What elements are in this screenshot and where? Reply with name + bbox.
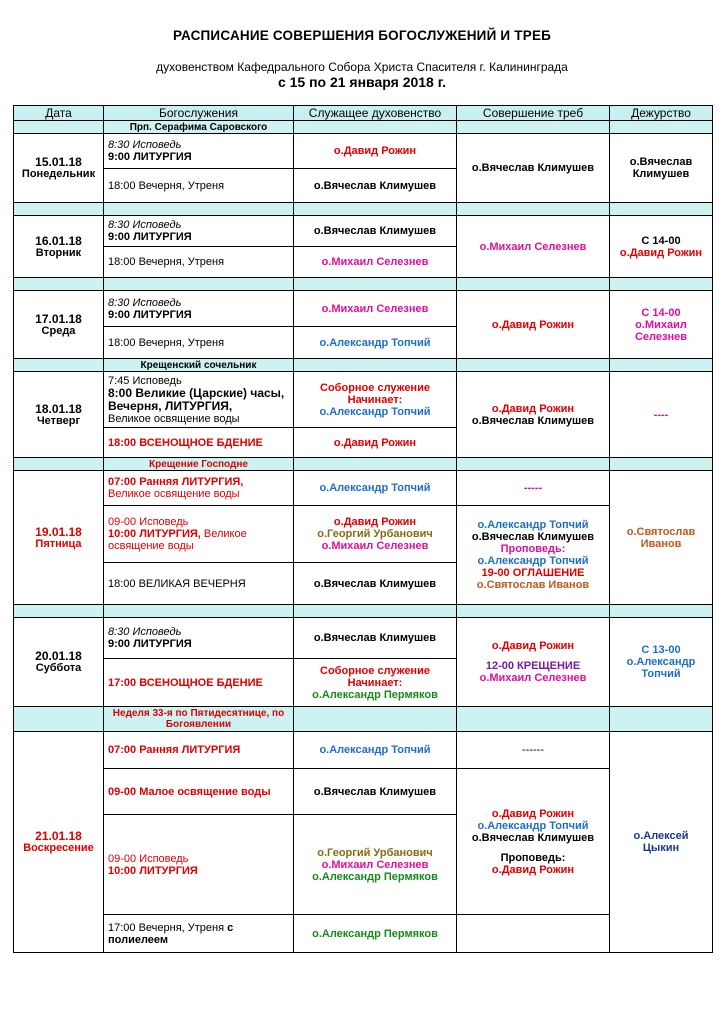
treb-line: о.Александр Топчий <box>477 819 589 832</box>
day-cell <box>14 618 104 707</box>
clergy-cell <box>294 815 457 915</box>
service-cell: 17:00 Вечерня, Утреня с полиелеем <box>104 915 294 953</box>
table-row <box>14 732 713 769</box>
duty-name: о.Александр Топчий <box>626 656 696 680</box>
duty-name: о.Давид Рожин <box>619 246 703 259</box>
clergy-line: о.Георгий Урбанович <box>317 528 433 540</box>
clergy-line: Начинает: <box>347 393 403 406</box>
duty-name: о.Михаил Селезнев <box>634 318 687 343</box>
day-weekday: Вторник <box>35 246 82 259</box>
treb-line: о.Вячеслав Климушев <box>471 831 595 844</box>
service-cell: 18:00 ВЕЛИКАЯ ВЕЧЕРНЯ <box>104 563 294 605</box>
clergy-cell: о.Вячеслав Климушев <box>294 563 457 605</box>
band-row <box>14 707 713 732</box>
duty-time: С 14-00 <box>641 234 681 247</box>
service-cell: 18:00 Вечерня, Утреня <box>104 327 294 359</box>
clergy-line: о.Михаил Селезнев <box>321 540 429 552</box>
day-cell <box>14 291 104 359</box>
table-row <box>14 618 713 659</box>
service-line: 8:00 Великие (Царские) часы, Вечерня, ЛИТУРГИЯ, <box>108 385 285 413</box>
clergy-line: Соборное служение <box>320 381 430 394</box>
service-line: 09-00 Исповедь <box>108 852 189 865</box>
service-cell <box>104 471 294 506</box>
service-line: 7:45 Исповедь <box>108 374 182 387</box>
service-cell: 18:00 ВСЕНОЩНОЕ БДЕНИЕ <box>104 428 294 458</box>
day-date: 17.01.18 <box>35 311 82 326</box>
service-line: Великое освящение воды <box>108 412 240 425</box>
treb-cell <box>457 372 610 458</box>
table-row <box>14 216 713 247</box>
col-header-duty: Дежурство <box>610 106 713 121</box>
service-cell: 18:00 Вечерня, Утреня <box>104 169 294 203</box>
clergy-cell <box>294 372 457 428</box>
treb-line: Проповедь: <box>500 543 566 555</box>
table-header-row <box>14 106 713 121</box>
day-date: 20.01.18 <box>35 649 82 663</box>
clergy-line: о.Александр Пермяков <box>312 688 438 701</box>
treb-line: 19-00 ОГЛАШЕНИЕ <box>481 567 585 579</box>
col-header-date: Дата <box>14 106 104 121</box>
service-line: 9:00 ЛИТУРГИЯ <box>108 638 192 650</box>
duty-cell: о.Вячеслав Климушев <box>610 134 713 203</box>
date-range: с 15 по 21 января 2018 г. <box>277 74 447 90</box>
schedule-table <box>13 105 713 953</box>
table-row <box>14 134 713 169</box>
day-date: 15.01.18 <box>35 155 82 169</box>
service-line: 09-00 Исповедь <box>108 516 189 528</box>
service-line: 10:00 ЛИТУРГИЯ <box>108 864 198 877</box>
day-cell <box>14 471 104 605</box>
band-row <box>14 458 713 471</box>
clergy-line: о.Давид Рожин <box>333 516 417 528</box>
service-cell: 07:00 Ранняя ЛИТУРГИЯ <box>104 732 294 769</box>
duty-time: С 14-00 <box>641 306 681 319</box>
clergy-cell: о.Давид Рожин <box>294 134 457 169</box>
treb-line: о.Вячеслав Климушев <box>471 531 595 543</box>
day-date: 19.01.18 <box>35 524 82 539</box>
service-cell <box>104 372 294 428</box>
page-title: РАСПИСАНИЕ СОВЕРШЕНИЯ БОГОСЛУЖЕНИЙ И ТРЕБ <box>172 28 552 43</box>
table-row <box>14 506 713 563</box>
treb-line: 12-00 КРЕЩЕНИЕ <box>485 660 581 672</box>
service-line: 8:30 Исповедь <box>108 139 182 151</box>
treb-line: о.Михаил Селезнев <box>479 672 587 684</box>
service-line: 07:00 Ранняя ЛИТУРГИЯ, <box>108 476 244 488</box>
feast-label: Неделя 33-я по Пятидесятнице, по Богоявлении <box>104 707 294 732</box>
service-cell <box>104 216 294 247</box>
clergy-cell: о.Михаил Селезнев <box>294 291 457 327</box>
band-row <box>14 359 713 372</box>
service-cell: 18:00 Вечерня, Утреня <box>104 247 294 278</box>
col-header-trebs: Совершение треб <box>457 106 610 121</box>
table-row <box>14 471 713 506</box>
band-row <box>14 121 713 134</box>
table-row <box>14 291 713 327</box>
clergy-cell <box>294 506 457 563</box>
day-cell <box>14 134 104 203</box>
duty-cell: о.Алексей Цыкин <box>610 732 713 953</box>
clergy-cell <box>294 659 457 707</box>
feast-label: Крещенский сочельник <box>104 359 294 372</box>
treb-cell <box>457 769 610 915</box>
service-cell <box>104 618 294 659</box>
clergy-cell: о.Александр Топчий <box>294 327 457 359</box>
clergy-cell: о.Александр Топчий <box>294 732 457 769</box>
day-weekday: Понедельник <box>21 168 96 180</box>
treb-cell <box>457 618 610 707</box>
clergy-cell: о.Вячеслав Климушев <box>294 769 457 815</box>
treb-line: о.Давид Рожин <box>491 863 575 876</box>
day-weekday: Суббота <box>35 662 82 674</box>
clergy-cell: о.Вячеслав Климушев <box>294 618 457 659</box>
service-cell <box>104 506 294 563</box>
clergy-line: о.Александр Пермяков <box>312 870 438 883</box>
service-line: 8:30 Исповедь <box>108 296 182 309</box>
day-weekday: Пятница <box>35 537 82 550</box>
day-cell <box>14 216 104 278</box>
duty-cell: о.Святослав Иванов <box>610 471 713 605</box>
treb-line: Проповедь: <box>500 851 566 864</box>
treb-line: о.Александр Топчий <box>477 555 589 567</box>
clergy-cell: о.Александр Топчий <box>294 471 457 506</box>
duty-cell: ---- <box>610 372 713 458</box>
table-row <box>14 769 713 815</box>
service-line: Великое освящение воды <box>108 488 240 500</box>
treb-cell: ------ <box>457 732 610 769</box>
service-line: 9:00 ЛИТУРГИЯ <box>108 308 192 321</box>
feast-label: Прп. Серафима Саровского <box>104 121 294 134</box>
service-cell <box>104 291 294 327</box>
clergy-cell: о.Вячеслав Климушев <box>294 169 457 203</box>
band-row <box>14 278 713 291</box>
duty-cell <box>610 216 713 278</box>
service-cell: 09-00 Малое освящение воды <box>104 769 294 815</box>
col-header-clergy: Служащее духовенство <box>294 106 457 121</box>
clergy-cell: о.Александр Пермяков <box>294 915 457 953</box>
treb-cell: о.Давид Рожин <box>457 291 610 359</box>
day-date: 18.01.18 <box>35 401 82 416</box>
clergy-line: о.Михаил Селезнев <box>321 858 429 871</box>
service-line: 10:00 ЛИТУРГИЯ, Великое освящение воды <box>108 528 247 552</box>
treb-cell <box>457 506 610 605</box>
service-cell <box>104 134 294 169</box>
clergy-line: о.Георгий Урбанович <box>317 846 433 859</box>
page-subtitle: духовенством Кафедрального Собора Христа Спасителя г. Калининграда <box>156 60 568 74</box>
clergy-cell: о.Давид Рожин <box>294 428 457 458</box>
service-cell <box>104 815 294 915</box>
table-row <box>14 372 713 428</box>
day-weekday: Среда <box>41 324 76 337</box>
treb-line: о.Давид Рожин <box>491 402 575 415</box>
col-header-services: Богослужения <box>104 106 294 121</box>
day-date: 16.01.18 <box>35 233 82 248</box>
treb-line: о.Давид Рожин <box>491 807 575 820</box>
service-line: 8:30 Исповедь <box>108 626 182 638</box>
treb-cell <box>457 915 610 953</box>
treb-line: о.Давид Рожин <box>491 640 575 652</box>
day-weekday: Воскресение <box>23 842 94 854</box>
band-row <box>14 203 713 216</box>
day-weekday: Четверг <box>36 414 81 427</box>
day-cell <box>14 732 104 953</box>
feast-label: Крещение Господне <box>104 458 294 471</box>
treb-cell: о.Михаил Селезнев <box>457 216 610 278</box>
treb-line: о.Александр Топчий <box>477 519 589 531</box>
clergy-line: Начинает: <box>347 676 403 689</box>
clergy-cell: о.Вячеслав Климушев <box>294 216 457 247</box>
clergy-line: Соборное служение <box>320 664 430 677</box>
clergy-cell: о.Михаил Селезнев <box>294 247 457 278</box>
day-date: 21.01.18 <box>35 829 82 843</box>
service-cell: 17:00 ВСЕНОЩНОЕ БДЕНИЕ <box>104 659 294 707</box>
duty-cell <box>610 291 713 359</box>
clergy-line: о.Александр Топчий <box>319 405 431 418</box>
treb-cell: ----- <box>457 471 610 506</box>
day-cell <box>14 372 104 458</box>
service-line: 9:00 ЛИТУРГИЯ <box>108 231 192 243</box>
service-line: 8:30 Исповедь <box>108 219 182 231</box>
table-row <box>14 915 713 953</box>
treb-cell: о.Вячеслав Климушев <box>457 134 610 203</box>
band-row <box>14 605 713 618</box>
duty-time: С 13-00 <box>641 644 681 656</box>
treb-line: о.Вячеслав Климушев <box>471 414 595 427</box>
treb-line: о.Святослав Иванов <box>476 579 590 591</box>
duty-cell <box>610 618 713 707</box>
service-line: 9:00 ЛИТУРГИЯ <box>108 151 192 163</box>
